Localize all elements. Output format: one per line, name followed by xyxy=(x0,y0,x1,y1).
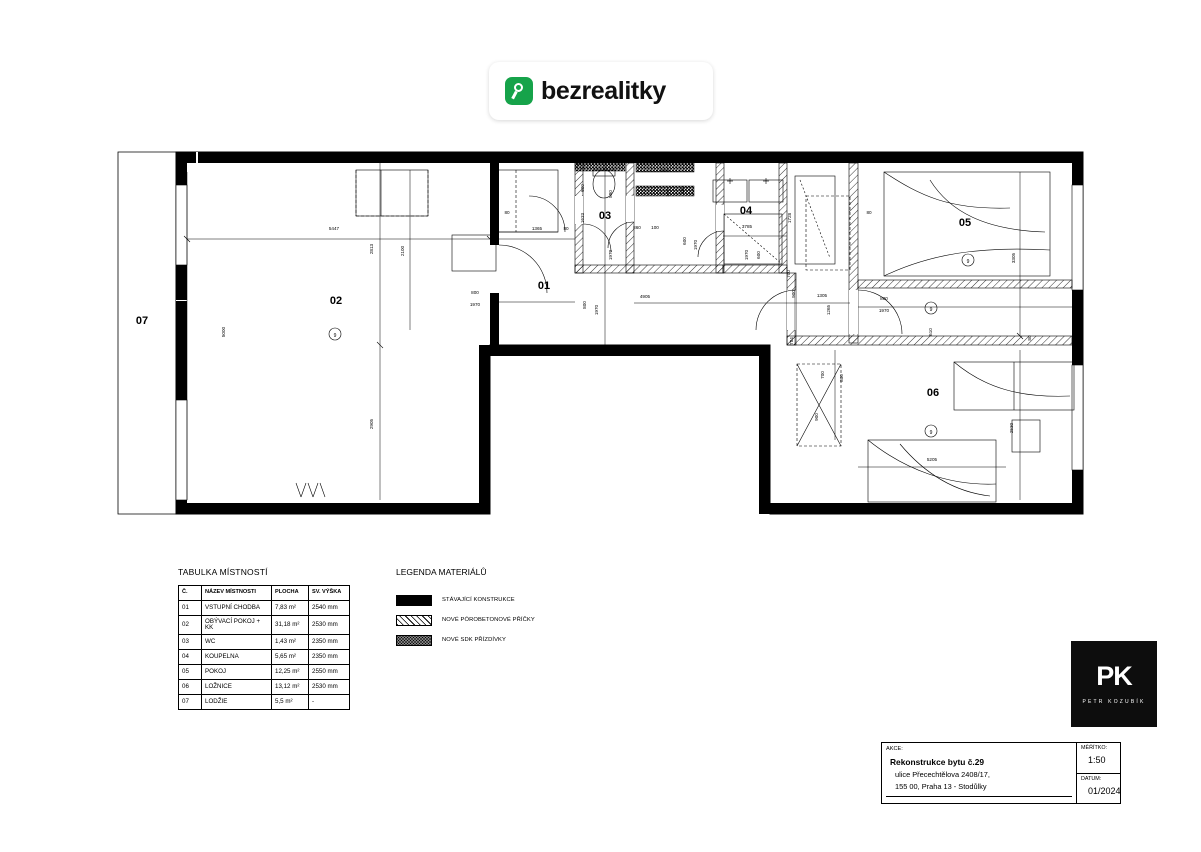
room-number-01: 01 xyxy=(537,280,551,292)
date-cell xyxy=(1077,774,1120,805)
dimension-label: 800 xyxy=(582,301,587,309)
dimension-label: 600 xyxy=(682,237,687,245)
dimension-label: 2813 xyxy=(369,243,374,255)
dimension-label: 700 xyxy=(786,270,791,278)
th-name: NÁZEV MÍSTNOSTI xyxy=(202,586,272,601)
dimension-label: 1970 xyxy=(878,308,890,313)
scale-value: 1:50 xyxy=(1088,755,1106,765)
dimension-label: 100 xyxy=(665,189,670,197)
table-row xyxy=(179,616,350,635)
date-value: 01/2024 xyxy=(1088,786,1121,796)
table-cell: 5,5 m² xyxy=(272,695,309,710)
table-cell: 2530 mm xyxy=(309,680,350,695)
table-cell: 2550 mm xyxy=(309,665,350,680)
th-area: PLOCHA xyxy=(272,586,309,601)
architect-name: PETR KOZUBÍK xyxy=(1082,699,1146,705)
project-label: AKCE: xyxy=(886,746,903,752)
materials-legend xyxy=(396,592,535,652)
legend-swatch-hatch xyxy=(396,615,432,626)
room-schedule-table xyxy=(178,585,350,710)
dimension-label: 630 xyxy=(589,351,597,356)
architect-monogram: PK xyxy=(1096,661,1132,691)
project-title: Rekonstrukce bytu č.29 xyxy=(890,757,985,767)
dimension-label: 4905 xyxy=(639,294,651,299)
room-number-07: 07 xyxy=(135,315,149,327)
room-number-03: 03 xyxy=(598,210,612,222)
dimension-label: 889 xyxy=(661,168,669,173)
table-cell: VSTUPNÍ CHODBA xyxy=(202,601,272,616)
dimension-label: 880 xyxy=(608,190,613,198)
table-cell: LOŽNICE xyxy=(202,680,272,695)
table-cell: 2540 mm xyxy=(309,601,350,616)
dimension-label: 1728 xyxy=(787,212,792,224)
dimension-label: 1970 xyxy=(594,304,599,316)
table-row xyxy=(179,680,350,695)
dimension-label: 1265 xyxy=(826,304,831,316)
dimension-label: 900 xyxy=(814,413,819,421)
table-cell: 13,12 m² xyxy=(272,680,309,695)
table-row xyxy=(179,650,350,665)
dimension-label: 610 xyxy=(928,328,933,336)
table-cell: 12,25 m² xyxy=(272,665,309,680)
table-cell: 06 xyxy=(179,680,202,695)
title-block-divider xyxy=(886,796,1072,797)
dimension-label: 3785 xyxy=(741,224,753,229)
legend-item xyxy=(396,612,535,628)
scale-cell xyxy=(1077,743,1120,774)
project-street: ulice Přecechtělova 2408/17, xyxy=(895,770,990,779)
table-cell: 02 xyxy=(179,616,202,635)
dimension-label: 80 xyxy=(504,210,510,215)
brand-name: bezrealitky xyxy=(541,76,666,105)
dimension-label: 5205 xyxy=(926,457,938,462)
dimension-label: 800 xyxy=(471,290,479,295)
dimension-label: 5000 xyxy=(221,326,226,338)
table-cell: OBÝVACÍ POKOJ + KK xyxy=(202,616,272,635)
scale-label: MĚŘÍTKO: xyxy=(1081,745,1108,751)
table-row xyxy=(179,665,350,680)
dimension-label: 800 xyxy=(880,296,888,301)
svg-text:9: 9 xyxy=(966,259,970,265)
room-table-title: TABULKA MÍSTNOSTÍ xyxy=(178,567,268,577)
legend-label: NOVÉ PÓROBETONOVÉ PŘÍČKY xyxy=(442,617,535,623)
dimension-label: 2530 xyxy=(1009,422,1014,434)
legend-label: NOVÉ SDK PŘÍZDÍVKY xyxy=(442,637,506,643)
svg-text:9: 9 xyxy=(333,333,337,339)
table-cell: KOUPELNA xyxy=(202,650,272,665)
dimension-label: 2905 xyxy=(369,418,374,430)
dimension-label: 1240 xyxy=(528,351,540,356)
dimension-label: 80 xyxy=(866,210,872,215)
title-block xyxy=(881,742,1077,804)
dimension-label: 900 xyxy=(791,290,796,298)
table-row xyxy=(179,695,350,710)
table-cell: 7,83 m² xyxy=(272,601,309,616)
dimension-label: 600 xyxy=(756,251,761,259)
table-row xyxy=(179,601,350,616)
legend-item xyxy=(396,632,535,648)
dimension-label: 800 xyxy=(839,374,844,382)
date-label: DATUM: xyxy=(1081,776,1102,782)
dimension-label: 5447 xyxy=(328,226,340,231)
table-cell: 5,65 m² xyxy=(272,650,309,665)
table-cell: WC xyxy=(202,635,272,650)
architect-logo xyxy=(1071,641,1157,727)
room-number-04: 04 xyxy=(739,205,753,217)
dimension-label: 1970 xyxy=(744,249,749,261)
th-number: Č. xyxy=(179,586,202,601)
svg-text:9: 9 xyxy=(929,307,933,313)
legend-item xyxy=(396,592,535,608)
project-city: 155 00, Praha 13 - Stodůlky xyxy=(895,782,987,791)
dimension-label: 1970 xyxy=(469,302,481,307)
table-cell: 2350 mm xyxy=(309,635,350,650)
dimension-label: 3305 xyxy=(1011,252,1016,264)
legend-title: LEGENDA MATERIÁLŮ xyxy=(396,567,487,577)
th-height: SV. VÝŠKA xyxy=(309,586,350,601)
dimension-label: 1365 xyxy=(531,226,543,231)
room-number-06: 06 xyxy=(926,387,940,399)
dimension-label: 100 xyxy=(651,225,659,230)
table-cell: - xyxy=(309,695,350,710)
table-cell: 05 xyxy=(179,665,202,680)
dimension-label: 784 xyxy=(789,337,794,345)
dimension-label: 600 xyxy=(580,184,585,192)
legend-swatch-dots xyxy=(396,635,432,646)
dimension-label: 650 xyxy=(680,186,685,194)
dimension-label: 1633 xyxy=(580,212,585,224)
table-cell: 2350 mm xyxy=(309,650,350,665)
table-cell: 01 xyxy=(179,601,202,616)
table-cell: POKOJ xyxy=(202,665,272,680)
dimension-label: 1305 xyxy=(816,293,828,298)
table-cell: 1,43 m² xyxy=(272,635,309,650)
dimension-label: 1970 xyxy=(693,239,698,251)
legend-swatch-solid xyxy=(396,595,432,606)
table-cell: 2530 mm xyxy=(309,616,350,635)
dimension-label: 80 xyxy=(1027,335,1032,341)
title-block-right xyxy=(1077,742,1121,804)
room-number-02: 02 xyxy=(329,295,343,307)
svg-text:9: 9 xyxy=(929,430,933,436)
dimension-label: 860 xyxy=(633,225,641,230)
table-cell: 07 xyxy=(179,695,202,710)
table-cell: LODŽIE xyxy=(202,695,272,710)
dimension-label: 1970 xyxy=(608,249,613,261)
table-cell: 04 xyxy=(179,650,202,665)
dimension-label: 2100 xyxy=(400,245,405,257)
table-header-row xyxy=(179,586,350,601)
dimension-label: 700 xyxy=(820,371,825,379)
legend-label: STÁVAJÍCÍ KONSTRUKCE xyxy=(442,597,515,603)
table-row xyxy=(179,635,350,650)
room-number-05: 05 xyxy=(958,217,972,229)
dimension-label: 80 xyxy=(563,226,569,231)
table-cell: 31,18 m² xyxy=(272,616,309,635)
table-cell: 03 xyxy=(179,635,202,650)
